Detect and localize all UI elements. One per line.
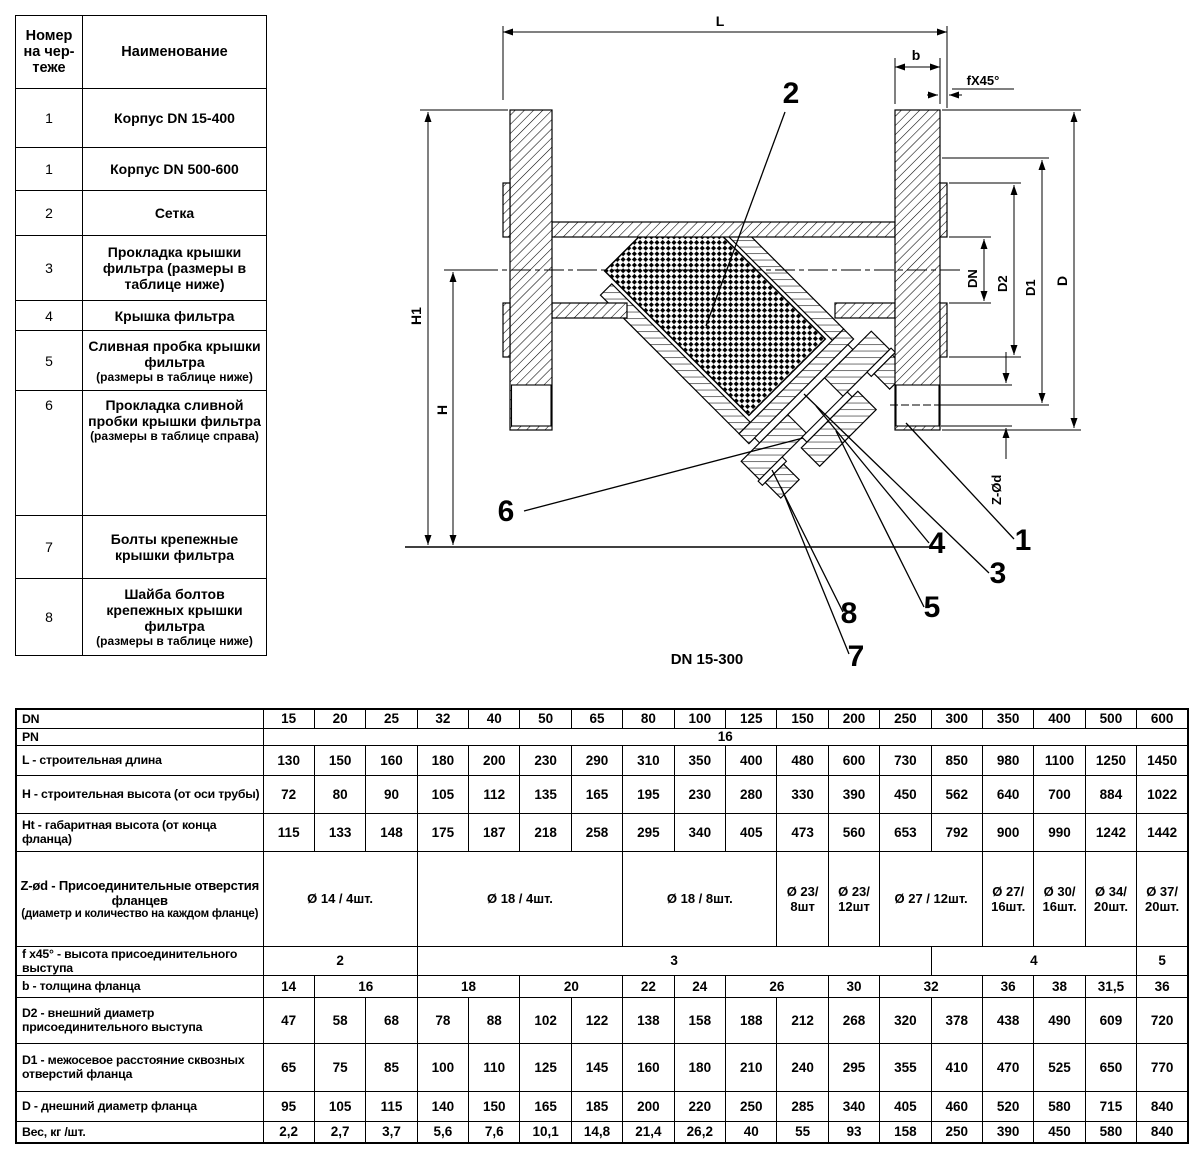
spec-row-label-cell bbox=[16, 946, 263, 975]
spec-table bbox=[15, 708, 1189, 1144]
spec-cell: 75 bbox=[314, 1043, 365, 1091]
leader-line-7 bbox=[781, 487, 849, 654]
spec-cell: 21,4 bbox=[623, 1121, 674, 1143]
spec-row-label: DN bbox=[22, 711, 40, 726]
parts-list-table bbox=[15, 15, 267, 656]
spec-cell: 7,6 bbox=[469, 1121, 520, 1143]
spec-cell: 320 bbox=[880, 997, 931, 1043]
spec-cell: 47 bbox=[263, 997, 314, 1043]
spec-cell: 100 bbox=[417, 1043, 468, 1091]
spec-cell: 520 bbox=[982, 1091, 1033, 1121]
spec-row bbox=[16, 775, 1188, 813]
spec-cell: 5 bbox=[1137, 946, 1188, 975]
spec-row-label-cell bbox=[16, 975, 263, 997]
part-number-cell: 4 bbox=[16, 301, 83, 331]
spec-cell: 5,6 bbox=[417, 1121, 468, 1143]
dim-label-D2: D2 bbox=[995, 275, 1010, 292]
spec-row bbox=[16, 1043, 1188, 1091]
spec-row-label: H - строительная высота (от оси трубы) bbox=[22, 787, 260, 801]
spec-cell: 80 bbox=[623, 709, 674, 728]
spec-cell: 165 bbox=[520, 1091, 571, 1121]
spec-cell: Ø 34/ 20шт. bbox=[1085, 851, 1136, 946]
spec-cell: 650 bbox=[1085, 1043, 1136, 1091]
spec-cell: 24 bbox=[674, 975, 725, 997]
spec-cell: 158 bbox=[674, 997, 725, 1043]
spec-cell: 295 bbox=[623, 813, 674, 851]
spec-row bbox=[16, 813, 1188, 851]
spec-cell: 240 bbox=[777, 1043, 828, 1091]
spec-cell: 180 bbox=[674, 1043, 725, 1091]
spec-cell: 390 bbox=[982, 1121, 1033, 1143]
spec-cell: 125 bbox=[726, 709, 777, 728]
spec-cell: 165 bbox=[571, 775, 622, 813]
spec-cell: 230 bbox=[520, 745, 571, 775]
spec-row-label: D - днешний диаметр фланца bbox=[22, 1099, 197, 1113]
part-name: Корпус DN 500-600 bbox=[110, 161, 239, 177]
right-bolt-hole bbox=[896, 385, 939, 426]
spec-row bbox=[16, 1091, 1188, 1121]
spec-cell: 110 bbox=[469, 1043, 520, 1091]
spec-cell: 355 bbox=[880, 1043, 931, 1091]
dim-label-D: D bbox=[1054, 275, 1070, 286]
spec-cell: 200 bbox=[623, 1091, 674, 1121]
parts-row bbox=[16, 191, 267, 236]
spec-cell: 300 bbox=[931, 709, 982, 728]
spec-row-label-cell bbox=[16, 709, 263, 728]
spec-cell: 792 bbox=[931, 813, 982, 851]
spec-cell: Ø 23/ 12шт bbox=[828, 851, 879, 946]
left-bolt-hole bbox=[512, 385, 552, 426]
part-number-cell: 5 bbox=[16, 331, 83, 391]
part-number-cell: 3 bbox=[16, 236, 83, 301]
spec-cell: 1100 bbox=[1034, 745, 1085, 775]
spec-cell: 390 bbox=[828, 775, 879, 813]
spec-cell: 25 bbox=[366, 709, 417, 728]
spec-row-label: f x45° - высота присоединительного выступа bbox=[22, 946, 238, 975]
spec-row bbox=[16, 851, 1188, 946]
parts-header-row bbox=[16, 16, 267, 89]
spec-cell: 40 bbox=[726, 1121, 777, 1143]
part-number-3: 3 bbox=[989, 557, 1007, 590]
spec-cell: 715 bbox=[1085, 1091, 1136, 1121]
spec-row bbox=[16, 975, 1188, 997]
spec-cell: 840 bbox=[1137, 1121, 1188, 1143]
spec-cell: 115 bbox=[263, 813, 314, 851]
spec-row bbox=[16, 1121, 1188, 1143]
spec-cell: 20 bbox=[314, 709, 365, 728]
spec-cell: 212 bbox=[777, 997, 828, 1043]
spec-cell: 10,1 bbox=[520, 1121, 571, 1143]
spec-cell: 26 bbox=[726, 975, 829, 997]
dim-label-L: L bbox=[715, 13, 725, 29]
spec-cell: 2 bbox=[263, 946, 417, 975]
part-name-cell bbox=[83, 301, 267, 331]
spec-cell: 250 bbox=[931, 1121, 982, 1143]
technical-drawing bbox=[390, 0, 1110, 700]
spec-cell: 16 bbox=[263, 728, 1188, 745]
spec-cell: 410 bbox=[931, 1043, 982, 1091]
spec-cell: 105 bbox=[314, 1091, 365, 1121]
spec-cell: 88 bbox=[469, 997, 520, 1043]
spec-cell: 18 bbox=[417, 975, 520, 997]
spec-cell: 295 bbox=[828, 1043, 879, 1091]
spec-cell: 150 bbox=[314, 745, 365, 775]
parts-row bbox=[16, 391, 267, 516]
part-number-cell: 1 bbox=[16, 148, 83, 191]
left-raised-face-top bbox=[503, 183, 510, 237]
spec-cell: 195 bbox=[623, 775, 674, 813]
spec-cell: 36 bbox=[1137, 975, 1188, 997]
spec-cell: 122 bbox=[571, 997, 622, 1043]
parts-header-number: Номер на чер-теже bbox=[16, 16, 83, 89]
spec-cell: 58 bbox=[314, 997, 365, 1043]
spec-row-label-cell bbox=[16, 745, 263, 775]
spec-cell: 600 bbox=[828, 745, 879, 775]
part-number-7: 7 bbox=[847, 640, 865, 673]
spec-cell: 112 bbox=[469, 775, 520, 813]
dim-label-H1: H1 bbox=[408, 307, 424, 325]
spec-cell: 200 bbox=[828, 709, 879, 728]
spec-cell: 16 bbox=[314, 975, 417, 997]
spec-cell: 850 bbox=[931, 745, 982, 775]
spec-row-label: D1 - межосевое расстояние сквозных отверстий фланца bbox=[22, 1053, 245, 1081]
spec-cell: 700 bbox=[1034, 775, 1085, 813]
spec-cell: 55 bbox=[777, 1121, 828, 1143]
part-name-cell bbox=[83, 191, 267, 236]
part-number-6: 6 bbox=[497, 495, 515, 528]
part-name-cell bbox=[83, 236, 267, 301]
spec-cell: 95 bbox=[263, 1091, 314, 1121]
spec-cell: 158 bbox=[880, 1121, 931, 1143]
spec-row bbox=[16, 745, 1188, 775]
spec-row-label-cell bbox=[16, 1091, 263, 1121]
spec-cell: 840 bbox=[1137, 1091, 1188, 1121]
spec-cell: 65 bbox=[263, 1043, 314, 1091]
spec-cell: 32 bbox=[417, 709, 468, 728]
part-number-cell: 2 bbox=[16, 191, 83, 236]
spec-cell: 490 bbox=[1034, 997, 1085, 1043]
spec-row-sublabel: (диаметр и количество на каждом фланце) bbox=[21, 907, 259, 920]
spec-cell: 3 bbox=[417, 946, 931, 975]
right-raised-face-bottom bbox=[940, 303, 947, 357]
spec-cell: Ø 37/ 20шт. bbox=[1137, 851, 1188, 946]
spec-cell: 580 bbox=[1085, 1121, 1136, 1143]
spec-cell: 473 bbox=[777, 813, 828, 851]
spec-cell: 72 bbox=[263, 775, 314, 813]
spec-cell: 560 bbox=[828, 813, 879, 851]
part-number-cell: 1 bbox=[16, 89, 83, 148]
spec-cell: 30 bbox=[828, 975, 879, 997]
right-raised-face-top bbox=[940, 183, 947, 237]
spec-cell: 250 bbox=[880, 709, 931, 728]
spec-cell: 310 bbox=[623, 745, 674, 775]
spec-row-label-cell bbox=[16, 851, 263, 946]
spec-cell: 115 bbox=[366, 1091, 417, 1121]
spec-cell: 90 bbox=[366, 775, 417, 813]
spec-cell: 600 bbox=[1137, 709, 1188, 728]
spec-row-label: Z-ød - Присоединительные отверстия фланцев bbox=[20, 877, 259, 908]
part-number-cell: 8 bbox=[16, 579, 83, 656]
spec-cell: 350 bbox=[674, 745, 725, 775]
spec-row-label-cell bbox=[16, 1121, 263, 1143]
part-number-cell: 7 bbox=[16, 516, 83, 579]
spec-cell: 770 bbox=[1137, 1043, 1188, 1091]
spec-row-label: L - строительная длина bbox=[22, 753, 162, 767]
parts-row bbox=[16, 301, 267, 331]
spec-cell: Ø 27/ 16шт. bbox=[982, 851, 1033, 946]
spec-cell: 580 bbox=[1034, 1091, 1085, 1121]
part-number-cell: 6 bbox=[16, 391, 83, 516]
spec-row bbox=[16, 709, 1188, 728]
parts-row bbox=[16, 516, 267, 579]
spec-row bbox=[16, 946, 1188, 975]
spec-cell: 133 bbox=[314, 813, 365, 851]
parts-row bbox=[16, 148, 267, 191]
spec-cell: 188 bbox=[726, 997, 777, 1043]
spec-row-label: b - толщина фланца bbox=[22, 979, 141, 993]
spec-cell: 1450 bbox=[1137, 745, 1188, 775]
part-note: (размеры в таблице справа) bbox=[90, 429, 259, 443]
spec-cell: 65 bbox=[571, 709, 622, 728]
spec-cell: 138 bbox=[623, 997, 674, 1043]
spec-cell: 3,7 bbox=[366, 1121, 417, 1143]
spec-cell: 720 bbox=[1137, 997, 1188, 1043]
spec-cell: 330 bbox=[777, 775, 828, 813]
spec-cell: 80 bbox=[314, 775, 365, 813]
spec-cell: 220 bbox=[674, 1091, 725, 1121]
spec-cell: 150 bbox=[777, 709, 828, 728]
part-name: Сливная пробка крышки фильтра bbox=[88, 337, 261, 370]
spec-cell: 14,8 bbox=[571, 1121, 622, 1143]
spec-cell: 31,5 bbox=[1085, 975, 1136, 997]
parts-row bbox=[16, 89, 267, 148]
spec-cell: 1022 bbox=[1137, 775, 1188, 813]
spec-cell: 450 bbox=[880, 775, 931, 813]
spec-cell: 20 bbox=[520, 975, 623, 997]
spec-cell: 268 bbox=[828, 997, 879, 1043]
spec-cell: 218 bbox=[520, 813, 571, 851]
spec-cell: 609 bbox=[1085, 997, 1136, 1043]
spec-cell: 562 bbox=[931, 775, 982, 813]
spec-cell: 38 bbox=[1034, 975, 1085, 997]
parts-row bbox=[16, 579, 267, 656]
spec-cell: 525 bbox=[1034, 1043, 1085, 1091]
part-note: (размеры в таблице ниже) bbox=[96, 369, 253, 384]
spec-cell: 400 bbox=[1034, 709, 1085, 728]
spec-row-label-cell bbox=[16, 813, 263, 851]
spec-row-label: Ht - габаритная высота (от конца фланца) bbox=[22, 818, 217, 846]
spec-cell: 185 bbox=[571, 1091, 622, 1121]
spec-row-label: D2 - внешний диаметр присоединительного выступа bbox=[22, 1006, 203, 1034]
spec-cell: 140 bbox=[417, 1091, 468, 1121]
spec-cell: Ø 18 / 4шт. bbox=[417, 851, 623, 946]
part-name-cell bbox=[83, 516, 267, 579]
left-raised-face-bottom bbox=[503, 303, 510, 357]
part-number-2: 2 bbox=[782, 77, 800, 110]
spec-cell: 26,2 bbox=[674, 1121, 725, 1143]
part-name-cell bbox=[83, 89, 267, 148]
spec-cell: 32 bbox=[880, 975, 983, 997]
dim-label-H: H bbox=[434, 404, 450, 415]
spec-cell: 187 bbox=[469, 813, 520, 851]
spec-cell: 85 bbox=[366, 1043, 417, 1091]
spec-cell: 230 bbox=[674, 775, 725, 813]
spec-cell: Ø 30/ 16шт. bbox=[1034, 851, 1085, 946]
spec-cell: 2,2 bbox=[263, 1121, 314, 1143]
spec-cell: 900 bbox=[982, 813, 1033, 851]
spec-cell: Ø 18 / 8шт. bbox=[623, 851, 777, 946]
spec-cell: 340 bbox=[674, 813, 725, 851]
spec-cell: 160 bbox=[366, 745, 417, 775]
dim-label-D1: D1 bbox=[1023, 279, 1038, 296]
pipe-wall-bottom-left bbox=[552, 303, 627, 318]
spec-cell: 884 bbox=[1085, 775, 1136, 813]
spec-row-label: Вес, кг /шт. bbox=[22, 1124, 86, 1139]
spec-cell: 50 bbox=[520, 709, 571, 728]
spec-cell: 36 bbox=[982, 975, 1033, 997]
spec-cell: 258 bbox=[571, 813, 622, 851]
parts-row bbox=[16, 236, 267, 301]
pipe-wall-bottom-right bbox=[835, 303, 895, 318]
part-name-cell bbox=[83, 579, 267, 656]
leader-line-5 bbox=[836, 431, 924, 607]
spec-cell: 145 bbox=[571, 1043, 622, 1091]
spec-cell: 460 bbox=[931, 1091, 982, 1121]
spec-row-label-cell bbox=[16, 728, 263, 745]
spec-cell: 653 bbox=[880, 813, 931, 851]
dim-label-b: b bbox=[911, 47, 921, 63]
dim-label-bolt-holes: Z-Ød bbox=[989, 474, 1004, 505]
spec-row-label-cell bbox=[16, 997, 263, 1043]
spec-cell: 1250 bbox=[1085, 745, 1136, 775]
spec-cell: 480 bbox=[777, 745, 828, 775]
spec-cell: 405 bbox=[726, 813, 777, 851]
part-number-5: 5 bbox=[923, 591, 941, 624]
spec-cell: 1242 bbox=[1085, 813, 1136, 851]
parts-header-name: Наименование bbox=[83, 16, 267, 89]
spec-row-label-cell bbox=[16, 1043, 263, 1091]
spec-cell: 210 bbox=[726, 1043, 777, 1091]
spec-cell: 200 bbox=[469, 745, 520, 775]
spec-cell: 640 bbox=[982, 775, 1033, 813]
part-name-cell bbox=[83, 148, 267, 191]
spec-cell: 438 bbox=[982, 997, 1033, 1043]
part-name: Прокладка сливной пробки крышки фильтра bbox=[88, 397, 261, 429]
parts-row bbox=[16, 331, 267, 391]
spec-cell: 78 bbox=[417, 997, 468, 1043]
spec-cell: 93 bbox=[828, 1121, 879, 1143]
dim-label-DN: DN bbox=[965, 269, 980, 288]
spec-cell: 4 bbox=[931, 946, 1137, 975]
spec-table-body bbox=[16, 709, 1188, 1143]
parts-table-body bbox=[16, 89, 267, 656]
part-name-cell bbox=[83, 391, 267, 516]
spec-cell: 148 bbox=[366, 813, 417, 851]
spec-cell: 500 bbox=[1085, 709, 1136, 728]
spec-cell: 68 bbox=[366, 997, 417, 1043]
part-name-cell bbox=[83, 331, 267, 391]
spec-cell: 40 bbox=[469, 709, 520, 728]
spec-cell: 100 bbox=[674, 709, 725, 728]
part-name: Сетка bbox=[154, 205, 195, 221]
part-name: Шайба болтов крепежных крышки фильтра bbox=[106, 586, 243, 634]
spec-cell: 1442 bbox=[1137, 813, 1188, 851]
spec-cell: Ø 27 / 12шт. bbox=[880, 851, 983, 946]
part-number-8: 8 bbox=[840, 597, 858, 630]
spec-cell: 14 bbox=[263, 975, 314, 997]
spec-cell: 470 bbox=[982, 1043, 1033, 1091]
spec-row bbox=[16, 728, 1188, 745]
spec-cell: 180 bbox=[417, 745, 468, 775]
spec-cell: 450 bbox=[1034, 1121, 1085, 1143]
spec-cell: 285 bbox=[777, 1091, 828, 1121]
spec-cell: 730 bbox=[880, 745, 931, 775]
spec-cell: 378 bbox=[931, 997, 982, 1043]
spec-cell: 340 bbox=[828, 1091, 879, 1121]
spec-cell: 175 bbox=[417, 813, 468, 851]
spec-cell: 990 bbox=[1034, 813, 1085, 851]
spec-cell: Ø 14 / 4шт. bbox=[263, 851, 417, 946]
part-name: Болты крепежные крышки фильтра bbox=[110, 531, 239, 563]
spec-cell: Ø 23/ 8шт bbox=[777, 851, 828, 946]
pipe-wall-top bbox=[552, 222, 895, 237]
spec-cell: 250 bbox=[726, 1091, 777, 1121]
spec-cell: 400 bbox=[726, 745, 777, 775]
spec-cell: 980 bbox=[982, 745, 1033, 775]
spec-cell: 105 bbox=[417, 775, 468, 813]
part-number-1: 1 bbox=[1014, 524, 1032, 557]
spec-cell: 102 bbox=[520, 997, 571, 1043]
spec-cell: 150 bbox=[469, 1091, 520, 1121]
spec-cell: 160 bbox=[623, 1043, 674, 1091]
spec-cell: 15 bbox=[263, 709, 314, 728]
spec-row bbox=[16, 997, 1188, 1043]
part-name: Прокладка крышки фильтра (размеры в таблице ниже) bbox=[102, 244, 247, 292]
spec-cell: 22 bbox=[623, 975, 674, 997]
part-name: Крышка фильтра bbox=[114, 307, 235, 324]
spec-cell: 280 bbox=[726, 775, 777, 813]
spec-cell: 130 bbox=[263, 745, 314, 775]
dim-label-chamfer: fX45° bbox=[966, 73, 1000, 88]
part-note: (размеры в таблице ниже) bbox=[96, 634, 253, 648]
spec-cell: 135 bbox=[520, 775, 571, 813]
spec-row-label-cell bbox=[16, 775, 263, 813]
spec-cell: 405 bbox=[880, 1091, 931, 1121]
spec-cell: 2,7 bbox=[314, 1121, 365, 1143]
spec-row-label: PN bbox=[22, 729, 39, 744]
spec-cell: 350 bbox=[982, 709, 1033, 728]
drawing-caption: DN 15-300 bbox=[670, 651, 744, 668]
part-name: Корпус DN 15-400 bbox=[114, 110, 235, 126]
spec-cell: 125 bbox=[520, 1043, 571, 1091]
part-number-4: 4 bbox=[928, 527, 946, 560]
spec-cell: 290 bbox=[571, 745, 622, 775]
